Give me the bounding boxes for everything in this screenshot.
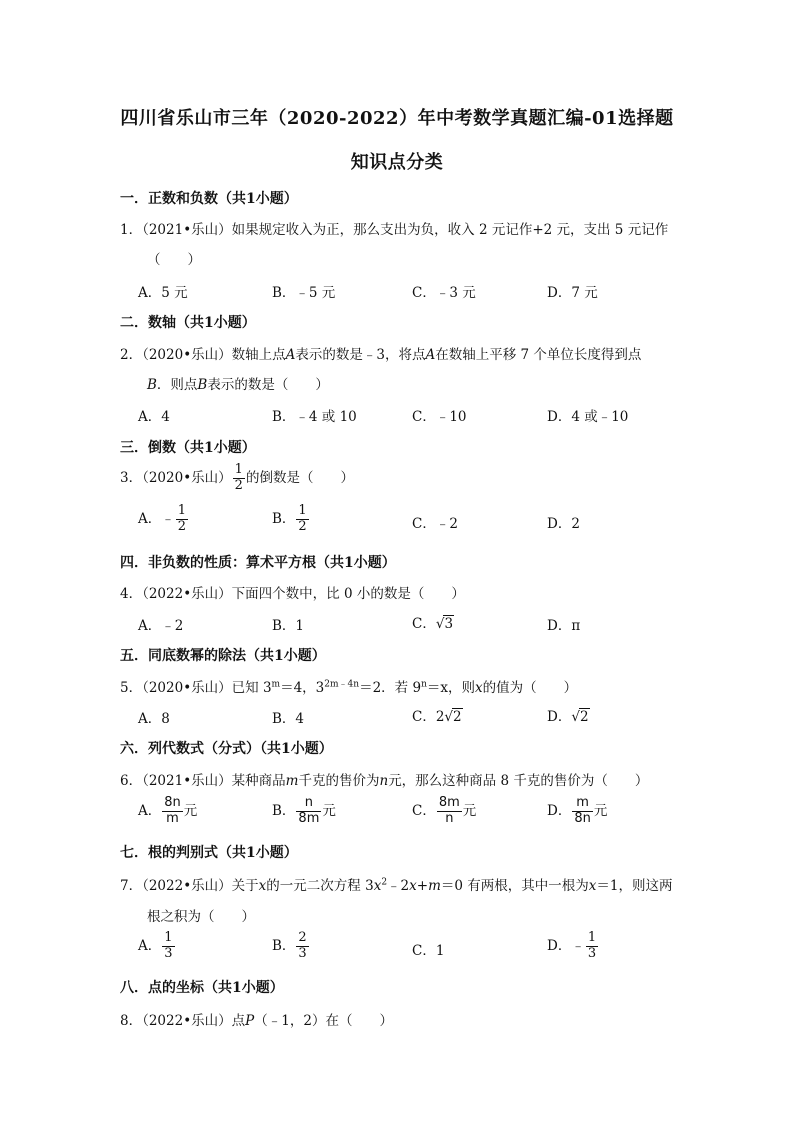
fraction <box>176 504 188 535</box>
question-3-option-d: D．2 <box>547 516 580 532</box>
fraction-numerator: 8m <box>438 795 460 810</box>
option-label: C． <box>412 616 436 632</box>
question-7-option-a <box>138 931 176 962</box>
section-heading-7: 七．根的判别式（共1小题） <box>120 845 298 861</box>
question-6-text-b: 千克的售价为 <box>298 773 380 789</box>
question-5-text-c: ＝2．若 9 <box>359 680 422 696</box>
exponent: 2 <box>381 877 388 888</box>
question-2-option-a: A．4 <box>138 409 170 425</box>
question-7-text-e: ＝0 有两根，其中一根为 <box>440 878 589 894</box>
exponent: 2m﹣4n <box>324 679 360 690</box>
variable-x: x <box>258 878 267 894</box>
variable-m: m <box>285 773 299 789</box>
document-title: 四川省乐山市三年（2020-2022）年中考数学真题汇编-01选择题 <box>120 108 674 129</box>
question-5-option-c <box>412 705 463 725</box>
question-5-option-d <box>547 705 590 725</box>
fraction <box>162 931 174 962</box>
option-label: B． <box>272 510 296 527</box>
question-5-option-b: B．4 <box>272 711 305 727</box>
fraction-denominator: 3 <box>298 945 307 961</box>
variable-m: m <box>428 878 441 894</box>
variable-x: x <box>474 680 483 696</box>
variable-a: A <box>285 347 296 363</box>
question-2-text-d: ．则点 <box>156 377 198 393</box>
question-7-text-f: ＝1，则这两 <box>596 878 673 894</box>
question-3-prefix: 3．（2020•乐山） <box>120 469 232 486</box>
fraction-numerator: 8n <box>164 795 181 810</box>
fraction-denominator: 8m <box>298 810 320 826</box>
radicand: 2 <box>453 709 462 725</box>
question-5-text-a: 5．（2020•乐山）已知 3 <box>120 680 272 696</box>
fraction-numerator: n <box>296 796 321 812</box>
question-3-suffix: 的倒数是（ ） <box>245 469 354 486</box>
option-label: A．﹣ <box>138 510 175 527</box>
option-label: D．﹣ <box>547 937 585 954</box>
fraction-numerator: 1 <box>164 930 173 945</box>
option-unit: 元 <box>593 802 608 819</box>
question-4-option-c <box>412 612 454 632</box>
section-heading-4: 四．非负数的性质：算术平方根（共1小题） <box>120 555 396 571</box>
fraction-denominator: m <box>166 810 179 826</box>
fraction-denominator: 3 <box>587 945 597 961</box>
question-5-text-e: 的值为（ ） <box>482 680 578 696</box>
question-8-text <box>120 1009 393 1029</box>
option-unit: 元 <box>322 802 336 819</box>
fraction <box>296 504 308 535</box>
question-4-option-a: A．﹣2 <box>138 618 184 634</box>
question-4-option-b: B．1 <box>272 618 305 634</box>
fraction <box>586 931 598 962</box>
question-7-text-c: ﹣2 <box>387 878 410 894</box>
question-7-text-d: + <box>416 878 429 894</box>
question-6-option-c <box>412 796 476 827</box>
question-1-option-a: A．5 元 <box>138 285 188 301</box>
question-6-text-a: 6．（2021•乐山）某种商品 <box>120 773 286 789</box>
fraction <box>233 463 245 494</box>
question-2-option-d: D．4 或﹣10 <box>547 409 629 425</box>
question-4-option-d: D．π <box>547 618 581 634</box>
question-6-option-a <box>138 796 197 827</box>
question-3-option-a <box>138 504 189 535</box>
question-3-text <box>120 463 354 494</box>
question-5-text <box>120 676 577 696</box>
fraction-numerator: 1 <box>587 930 597 945</box>
section-heading-2: 二．数轴（共1小题） <box>120 315 256 331</box>
question-6-text-c: 元，那么这种商品 8 千克的售价为（ ） <box>388 773 649 789</box>
section-heading-3: 三．倒数（共1小题） <box>120 440 256 456</box>
question-6-option-d <box>547 796 607 827</box>
question-5-text-b: ＝4，3 <box>280 680 325 696</box>
variable-n: n <box>379 773 389 789</box>
radicand: 2 <box>579 709 589 725</box>
question-7-text-b: 的一元二次方程 3 <box>266 878 374 894</box>
fraction-denominator: 2 <box>177 518 187 534</box>
variable-a: A <box>425 347 436 363</box>
question-2-text-c: 在数轴上平移 7 个单位长度得到点 <box>435 347 642 363</box>
question-7-option-d <box>547 931 599 962</box>
question-1-text: 1．（2021•乐山）如果规定收入为正，那么支出为负，收入 2 元记作+2 元，支出 5 元记作 <box>120 222 669 238</box>
option-label: A． <box>138 802 162 819</box>
fraction <box>296 931 308 962</box>
question-2-text-b: 表示的数是﹣3，将点 <box>295 347 426 363</box>
question-7-line-1 <box>120 874 673 894</box>
option-label: D． <box>547 802 572 819</box>
question-3-option-c: C．﹣2 <box>412 516 458 532</box>
fraction-numerator: 1 <box>298 503 307 518</box>
question-4-text: 4．（2022•乐山）下面四个数中，比 0 小的数是（ ） <box>120 586 465 602</box>
option-unit: 元 <box>462 802 477 819</box>
fraction-denominator: 2 <box>298 518 307 534</box>
option-label: A． <box>138 937 162 954</box>
fraction-numerator: 1 <box>177 503 187 518</box>
fraction-denominator: 8n <box>574 810 591 826</box>
fraction-numerator: 2 <box>298 930 307 945</box>
question-1-option-b: B．﹣5 元 <box>272 285 336 301</box>
question-8-text-b: （﹣1，2）在（ ） <box>254 1013 393 1029</box>
question-6-text <box>120 769 648 789</box>
section-heading-5: 五．同底数幂的除法（共1小题） <box>120 648 326 664</box>
fraction-denominator: 3 <box>164 945 173 961</box>
question-7-option-b <box>272 931 310 962</box>
radicand: 3 <box>444 616 454 632</box>
question-2-line-2 <box>147 373 329 393</box>
question-8-text-a: 8．（2022•乐山）点 <box>120 1013 246 1029</box>
fraction-numerator: m <box>572 796 593 812</box>
fraction <box>437 796 462 827</box>
question-1-bracket: （ ） <box>147 252 201 268</box>
square-root: √3 <box>435 616 454 632</box>
fraction <box>572 796 593 827</box>
question-7-option-c: C．1 <box>412 943 445 959</box>
option-label: C．2 <box>412 709 445 725</box>
exponent: n <box>421 679 427 690</box>
question-5-text-d: ＝x，则 <box>426 680 475 696</box>
section-heading-6: 六．列代数式（分式）（共1小题） <box>120 741 333 757</box>
question-6-option-b <box>272 796 336 827</box>
variable-x: x <box>588 878 597 894</box>
question-7-text-a: 7．（2022•乐山）关于 <box>120 878 259 894</box>
variable-x: x <box>409 878 417 894</box>
question-2-option-c: C．﹣10 <box>412 409 467 425</box>
question-2-option-b: B．﹣4 或 10 <box>272 409 357 425</box>
variable-b: B <box>197 377 208 393</box>
question-1-option-d: D．7 元 <box>547 285 598 301</box>
option-label: D． <box>547 709 572 725</box>
square-root: √2 <box>444 709 462 725</box>
square-root: √2 <box>571 709 589 725</box>
question-2-line-1 <box>120 343 641 363</box>
question-2-text-e: 表示的数是（ ） <box>207 377 329 393</box>
variable-b: B <box>147 377 157 393</box>
document-subtitle: 知识点分类 <box>350 152 444 173</box>
fraction-denominator: n <box>445 810 454 826</box>
section-heading-1: 一．正数和负数（共1小题） <box>120 191 298 207</box>
fraction <box>296 796 321 827</box>
fraction-numerator: 1 <box>234 462 243 477</box>
fraction-denominator: 2 <box>234 477 243 493</box>
option-label: B． <box>272 937 296 954</box>
variable-x: x <box>373 878 382 894</box>
fraction <box>162 796 183 827</box>
option-label: B． <box>272 802 296 819</box>
exponent: m <box>271 679 281 690</box>
option-unit: 元 <box>183 802 198 819</box>
variable-p: P <box>245 1013 255 1029</box>
question-5-option-a: A．8 <box>138 711 170 727</box>
option-label: C． <box>412 802 436 819</box>
question-7-line-2: 根之积为（ ） <box>147 909 255 925</box>
section-heading-8: 八．点的坐标（共1小题） <box>120 980 284 996</box>
question-2-text-a: 2．（2020•乐山）数轴上点 <box>120 347 286 363</box>
question-1-option-c: C．﹣3 元 <box>412 285 476 301</box>
question-3-option-b <box>272 504 310 535</box>
